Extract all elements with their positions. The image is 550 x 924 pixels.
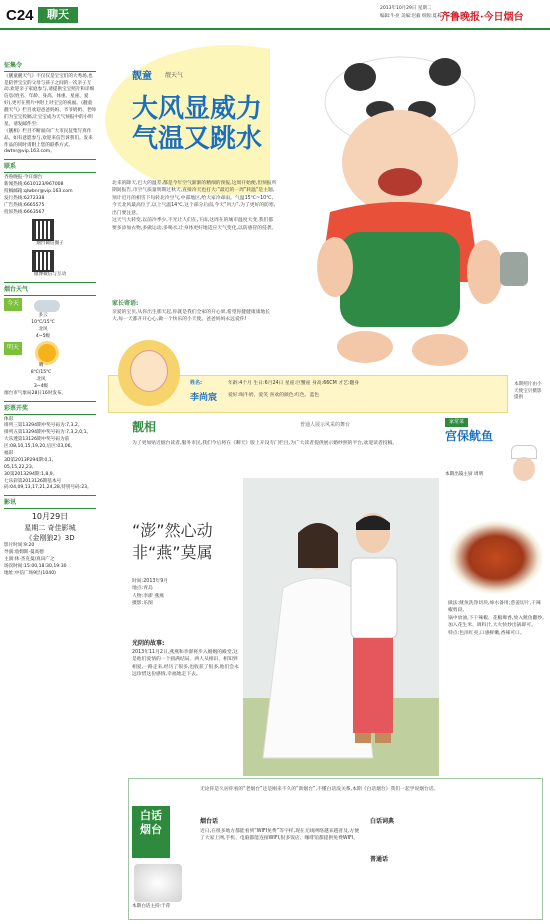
call-email[interactable]: dwtnr@vip.163.com。 xyxy=(4,149,55,155)
contact-1: 新闻热线:6610123/967008 xyxy=(4,181,64,187)
movie-info-0: 影片时间:9:20 xyxy=(4,542,35,548)
qr-code-icon xyxy=(32,219,54,241)
newspaper-brand: 齐鲁晚报·今日烟台 xyxy=(440,12,524,23)
baby-photo xyxy=(270,32,545,372)
meta-time: 时间:2013年9月 xyxy=(132,579,169,584)
feature-paragraph-1: 北来的降天,巴大的温差,都是今年空气渐渐的精细的预报,这周开始便,但预报所期间报告,市空气质量明期过秋天,直接冷天也打大:“最近的一周”转温“是主题,预计近月的相雪下旬转北冷空气,中部地区,给大家冷却雨。气温15℃~10℃,今天北风最高位于,以上气温14℃,这个部分后面,今天“风力”,为了更好的防寒,出门要注意。 xyxy=(112,181,277,216)
section-label: 聊天 xyxy=(38,7,78,23)
tomorrow-temp: 8℃/15℃ xyxy=(30,370,52,376)
movie-title: 影讯 xyxy=(4,499,96,509)
recipe-text-1: 锅中放油,下干辣椒、花椒爆香,放入鱿鱼翻炒,加入花生米、调料汁,大火快炒出锅即可。 xyxy=(448,615,544,629)
kicker: 靓童 xyxy=(132,71,152,82)
recipe-text-0: 做法:鱿鱼洗净切块,焯水备用;葱姜切片,干辣椒剪段。 xyxy=(448,601,541,614)
kicker-sub: 靓天气 xyxy=(165,72,184,79)
qr1-label: 烟台微信圈子 xyxy=(36,241,64,247)
feature-paragraph-2: 这天气大转变,以前冷季少,不光让人们在,下雨,这周在的城市温度大变,我们都要多添加衣物,多做运动,多喝水,让身体更好地适应天气变化,以防感冒的侵袭。 xyxy=(112,218,277,231)
weather-source: 烟台市气象局28日16时发布。 xyxy=(4,391,67,396)
contact-3: 发行热线:6272338 xyxy=(4,195,45,201)
weather-title: 烟台天气 xyxy=(4,286,96,296)
today-weather: 多云 xyxy=(38,312,48,318)
photo-credit: 本期照片由小天使宝贝摄影提供 xyxy=(514,382,542,401)
contact-4: 广告热线:6665575 xyxy=(4,202,45,208)
page-header xyxy=(0,0,550,30)
baby-hobbies: 爱好:喝牛奶、爱笑 喜欢的颜色:红色、蓝色 xyxy=(228,393,320,398)
movie-info-2: 主演:休·杰克曼/真田广之 xyxy=(4,556,55,562)
lottery-title: 彩票开奖 xyxy=(4,405,96,415)
contact-0: 齐鲁晚报·今日烟台 xyxy=(4,175,43,181)
call-text: 《靓童靓天气》不仅仅是宝宝们的大秀场,也是陪伴宝宝的父母与孩子之间的一次亲子互动,欢迎亲子家庭参与,请提供宝宝照片和详细信息(姓名、年龄、身高、体重、星座、爱好),更可在照片中附上对宝宝的祝福。《靓童靓天气》栏目欢迎爸爸妈妈、爷爷奶奶、老师们为宝宝投稿,让宝宝成为天气预报中的小明星。请发邮件至: xyxy=(4,73,96,127)
today-level: 4~5级 xyxy=(35,333,51,339)
wedding-caption-2: 非“燕”莫属 xyxy=(132,543,213,562)
chef-avatar xyxy=(505,445,543,491)
movie-date: 10月29日 xyxy=(31,512,69,522)
sun-icon xyxy=(38,344,56,362)
story-title: 光阴的故事: xyxy=(132,640,165,647)
name-label: 姓名: xyxy=(190,380,202,386)
recipe-title: 宫保鱿鱼 xyxy=(445,429,494,444)
dialect-sub-1: 烟台话 xyxy=(200,818,219,825)
recipe-tag: 家常菜 xyxy=(445,418,468,427)
recipe-author: 本期出镜主厨 周明 xyxy=(445,472,484,478)
dialect-body: 近日,在很多地方都能看到“WIFI免费”等字样,现在无线网络越来越普及,方便了大家上网,手机、电脑都能连接WIFI,很多饭店、咖啡馆都提供免费WIFI。 xyxy=(200,829,359,842)
movie-name: 《金刚狼2》3D xyxy=(25,533,75,542)
movie-info-1: 导演:詹姆斯·曼高德 xyxy=(4,549,44,555)
contact-2: 投稿邮箱:qlwbnr@vip.163.com xyxy=(4,188,73,194)
lottery-5: 3D第2013P294期:0,1, xyxy=(4,457,54,463)
lottery-4: 福彩 xyxy=(4,451,14,457)
call-text-2: 《靓相》栏目不断面向广大市民征集写真作品。如有意愿参与,欢迎来信告诉我们。发来作品的同时请附上您的联系方式。 xyxy=(4,128,93,148)
parent-message xyxy=(112,300,272,324)
recipe-text-2: 特点:色泽红亮,口感鲜嫩,香辣可口。 xyxy=(448,630,525,636)
parent-message-title: 家长寄语: xyxy=(112,300,139,307)
today-temp: 10℃/15℃ xyxy=(31,319,55,325)
issue-date: 2013年10月29日 星期二 xyxy=(380,6,432,11)
cartoon-baby-icon xyxy=(118,340,180,406)
dialect-sub-2: 白话词典 xyxy=(370,818,395,825)
lottery-3: 大乐透第13126期中奖号码为前区:08,10,15,19,20,后区:03,06。 xyxy=(4,437,76,450)
left-column xyxy=(4,62,96,577)
dialect-sub-3: 普通话 xyxy=(370,856,389,863)
dialect-badge xyxy=(132,806,170,858)
tomorrow-label: 明天 xyxy=(4,342,22,355)
today-wind: 北风 xyxy=(38,326,48,332)
lottery-6: 05,15,22,23, xyxy=(4,464,34,470)
call-title: 征集令 xyxy=(4,62,96,72)
cloud-icon xyxy=(34,300,60,312)
movie-info-3: 场次时间:15:00,18:30,19:30 xyxy=(4,563,67,569)
contact-5: 投诉热线:6663567 xyxy=(4,209,45,215)
contact-title: 联系 xyxy=(4,163,96,173)
feature-body xyxy=(112,180,277,232)
lottery-8: 七乐彩第2013126期基本号码:04,09,13,17,21,24,28,特别号码:23。 xyxy=(4,478,92,491)
baby-name: 李尚宸 xyxy=(190,393,218,403)
editors: 编辑:牛亮 美编:迟毅 组版:夏莉 xyxy=(380,14,442,19)
wedding-caption-1: “澎”然心动 xyxy=(132,521,213,540)
headline-line-2: 气温又跳水 xyxy=(132,124,263,154)
headline-line-1: 大风显威力 xyxy=(132,94,263,124)
tomorrow-level: 3~4级 xyxy=(33,384,49,390)
tomorrow-weather: 晴 xyxy=(38,363,44,369)
lottery-0: 体彩 xyxy=(4,416,14,422)
story-text: 2013年11月2日,燕燕和李澎将步入婚姻的殿堂,这是他们爱情的一个圆满结局。两人从相识、相知到相爱,一路走来,经历了很多,也收获了很多,他们会永远珍惜这份感情,幸福地走下去。 xyxy=(132,649,239,677)
page-number: C24 xyxy=(6,7,34,24)
meta-people: 人物:李澎 燕燕 xyxy=(132,593,164,599)
tomorrow-wind: 北风 xyxy=(36,377,46,383)
dialect-section xyxy=(128,778,543,920)
recipe-text xyxy=(448,600,544,637)
movie-info-4: 地址:中信广场9层(1040) xyxy=(4,570,56,576)
today-label: 今天 xyxy=(4,298,22,311)
dialect-tag-2: 烟台 xyxy=(140,823,162,836)
teacup-photo xyxy=(134,864,182,902)
lottery-2: 排列五第13294期中奖号码为:7,3,2,0,1。 xyxy=(4,430,92,436)
liangxiang-sub: 普通人展示风采的舞台 xyxy=(300,422,351,428)
dialect-host: 本期白话主持:于萍 xyxy=(132,904,171,909)
lottery-7: 30第2013294期:1,8,9。 xyxy=(4,471,58,477)
wedding-photo xyxy=(243,478,439,776)
dialect-intro: 无论你是久居你看的“老烟台”还是刚来不久的“新烟台”,不懂白话没关系,本期《白话烟台》我们一起学说烟台话。 xyxy=(200,787,439,792)
liangxiang-title: 靓相 xyxy=(132,420,157,434)
parent-message-text: 亲爱的宝贝,从你出生那天起,你就是我们全家的开心果,希望你健健康康地长大,每一天都开开心心,做一个快乐的小天使。爸爸妈妈永远爱你! xyxy=(112,309,271,323)
wedding-story xyxy=(132,640,242,678)
qr-code-icon xyxy=(32,250,54,272)
meta-photo: 摄影:乐图 xyxy=(132,601,153,607)
baby-stats: 年龄:4个月 生日:6月24日 星座:巨蟹座 身高:66CM 才艺:翻身 xyxy=(228,381,360,386)
dish-photo xyxy=(448,520,544,595)
dialect-tag-1: 白话 xyxy=(140,809,162,822)
liangxiang-intro: 为了更加贴近烟台读者,服务市民,我们今后将在《聊天》版上开设专门栏目,为广大读者提供展示婚纱照的平台,欢迎读者投稿。 xyxy=(132,441,398,446)
movie-day: 星期二 奇佳影城 xyxy=(24,523,76,532)
qr2-label: 微博微信与互动 xyxy=(33,272,67,278)
lottery-1: 排列三第13294期中奖号码为:7,3,2。 xyxy=(4,423,83,429)
meta-place: 地点:青岛 xyxy=(132,586,153,592)
wedding-meta xyxy=(132,578,242,608)
